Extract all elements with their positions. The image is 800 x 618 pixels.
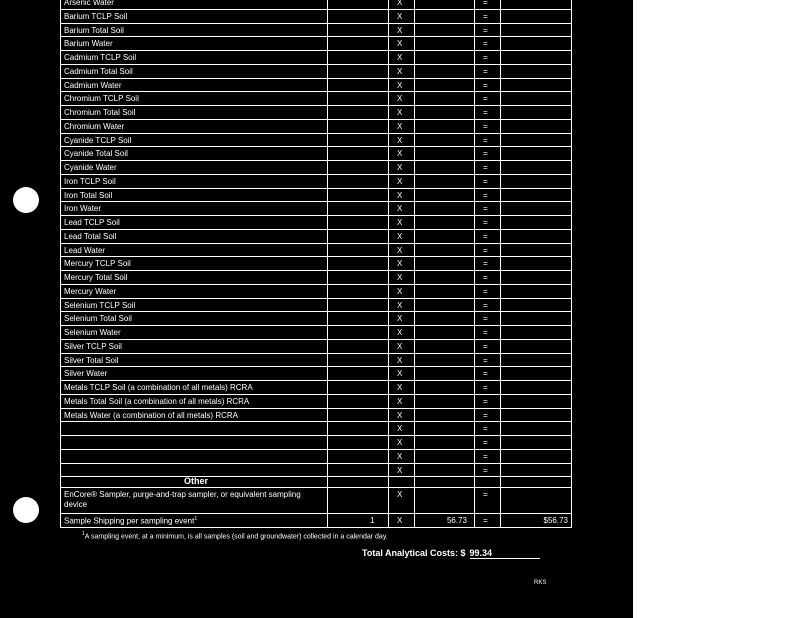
- equals-symbol: =: [483, 218, 488, 227]
- multiply-symbol: X: [397, 273, 403, 282]
- equals-symbol: =: [483, 396, 488, 406]
- table-row: [60, 147, 572, 161]
- table-row: [60, 450, 572, 464]
- equals-symbol: =: [483, 231, 488, 241]
- table-row: [60, 51, 572, 65]
- multiply-symbol: X: [397, 516, 403, 525]
- table-row: [60, 106, 572, 120]
- equals-symbol: =: [483, 204, 488, 214]
- table-row: [60, 488, 572, 514]
- multiply-symbol: X: [397, 314, 403, 324]
- row-label: Cyanide Total Soil: [64, 149, 128, 159]
- row-label: Barium Water: [64, 39, 113, 49]
- multiply-symbol: X: [397, 163, 403, 172]
- multiply-symbol: X: [397, 108, 403, 117]
- row-label: Lead TCLP Soil: [64, 218, 120, 227]
- equals-symbol: =: [483, 424, 488, 434]
- multiply-symbol: X: [397, 149, 403, 159]
- table-row: [60, 354, 572, 368]
- row-label: Cyanide TCLP Soil: [64, 135, 132, 145]
- column-divider: [414, 0, 415, 528]
- table-row: [60, 381, 572, 395]
- row-label: Mercury Total Soil: [64, 273, 128, 282]
- table-row: [60, 202, 572, 216]
- other-header-label: Other: [184, 476, 209, 486]
- table-row: [60, 92, 572, 106]
- table-row: [60, 340, 572, 354]
- footnote-text: A sampling event, at a minimum, is all samples (soil and groundwater) collected in a calendar day.: [84, 533, 388, 541]
- column-divider: [500, 0, 501, 528]
- multiply-symbol: X: [397, 465, 403, 475]
- row-label: Silver Water: [64, 369, 108, 379]
- multiply-symbol: X: [397, 53, 403, 62]
- equals-symbol: =: [483, 314, 488, 324]
- table-row: [60, 161, 572, 175]
- total-value: 99.34: [470, 548, 540, 559]
- equals-symbol: =: [483, 108, 488, 117]
- multiply-symbol: X: [397, 204, 403, 214]
- equals-symbol: =: [483, 135, 488, 145]
- row-label: Metals Water (a combination of all metals) RCRA: [64, 410, 238, 420]
- initials: RKS: [534, 580, 547, 586]
- multiply-symbol: X: [397, 11, 403, 21]
- equals-symbol: =: [483, 438, 488, 447]
- row-label: [64, 516, 197, 526]
- table-row: [60, 37, 572, 51]
- quantity-value: 1: [370, 516, 375, 525]
- multiply-symbol: X: [397, 218, 403, 227]
- footnote: [82, 531, 388, 540]
- multiply-symbol: X: [397, 80, 403, 90]
- multiply-symbol: X: [397, 176, 403, 186]
- table-row: [60, 120, 572, 134]
- total-label: Total Analytical Costs: $: [362, 548, 466, 558]
- equals-symbol: =: [483, 190, 488, 200]
- multiply-symbol: X: [397, 286, 403, 296]
- multiply-symbol: X: [397, 135, 403, 145]
- table-row: [60, 175, 572, 189]
- row-label: Chromium TCLP Soil: [64, 94, 139, 104]
- equals-symbol: =: [483, 39, 488, 49]
- row-label: Selenium Total Soil: [64, 314, 132, 324]
- row-label: Selenium TCLP Soil: [64, 300, 136, 310]
- row-label: Chromium Total Soil: [64, 108, 136, 117]
- equals-symbol: =: [483, 355, 488, 365]
- multiply-symbol: X: [397, 66, 403, 76]
- row-label: Silver TCLP Soil: [64, 341, 122, 351]
- table-row: [60, 312, 572, 326]
- equals-symbol: =: [483, 66, 488, 76]
- multiply-symbol: X: [397, 451, 403, 461]
- equals-symbol: =: [483, 383, 488, 392]
- equals-symbol: =: [483, 121, 488, 131]
- equals-symbol: =: [483, 25, 488, 35]
- multiply-symbol: X: [397, 231, 403, 241]
- table-row: [60, 65, 572, 79]
- table-row: [60, 409, 572, 423]
- row-label: Iron Water: [64, 204, 102, 214]
- equals-symbol: =: [483, 465, 488, 475]
- table-row: [60, 10, 572, 24]
- multiply-symbol: X: [397, 341, 403, 351]
- table-row: [60, 326, 572, 340]
- cost-table: [60, 0, 572, 477]
- row-label: Metals Total Soil (a combination of all metals) RCRA: [64, 396, 250, 406]
- footnote-mark: 1: [194, 516, 198, 522]
- row-label: Cadmium TCLP Soil: [64, 53, 137, 62]
- equals-symbol: =: [483, 369, 488, 379]
- equals-symbol: =: [483, 53, 488, 62]
- row-label: Iron TCLP Soil: [64, 176, 116, 186]
- line-total-value: $56.73: [543, 516, 568, 525]
- row-label: Cyanide Water: [64, 163, 117, 172]
- equals-symbol: =: [483, 94, 488, 104]
- equals-symbol: =: [483, 0, 488, 7]
- row-label: Chromium Water: [64, 121, 125, 131]
- table-row: [60, 422, 572, 436]
- multiply-symbol: X: [397, 259, 403, 269]
- column-divider: [388, 0, 389, 528]
- multiply-symbol: X: [397, 438, 403, 447]
- multiply-symbol: X: [397, 328, 403, 337]
- multiply-symbol: X: [397, 355, 403, 365]
- row-label: Silver Total Soil: [64, 355, 119, 365]
- table-row: [60, 24, 572, 38]
- multiply-symbol: X: [397, 410, 403, 420]
- shipping-label: Sample Shipping per sampling event: [64, 516, 195, 526]
- equals-symbol: =: [483, 245, 488, 255]
- equals-symbol: =: [483, 11, 488, 21]
- multiply-symbol: X: [397, 300, 403, 310]
- row-label: Barium Total Soil: [64, 25, 124, 35]
- table-row: [60, 271, 572, 285]
- punch-hole: [13, 497, 39, 523]
- table-row: [60, 79, 572, 93]
- multiply-symbol: X: [397, 490, 403, 499]
- row-label: Lead Total Soil: [64, 231, 117, 241]
- multiply-symbol: X: [397, 39, 403, 49]
- multiply-symbol: X: [397, 25, 403, 35]
- table-row: [60, 436, 572, 450]
- row-label: Mercury TCLP Soil: [64, 259, 131, 269]
- column-divider: [327, 0, 328, 528]
- table-row: [60, 285, 572, 299]
- row-label: Cadmium Total Soil: [64, 66, 133, 76]
- equals-symbol: =: [483, 490, 488, 499]
- row-label: Cadmium Water: [64, 80, 122, 90]
- column-divider: [474, 0, 475, 528]
- equals-symbol: =: [483, 149, 488, 159]
- table-row: [60, 134, 572, 148]
- equals-symbol: =: [483, 259, 488, 269]
- equals-symbol: =: [483, 410, 488, 420]
- table-row: [60, 514, 572, 528]
- table-row: [60, 189, 572, 203]
- multiply-symbol: X: [397, 369, 403, 379]
- table-row: [60, 257, 572, 271]
- unit-cost-value: 56.73: [446, 516, 467, 525]
- row-label: Barium TCLP Soil: [64, 11, 128, 21]
- equals-symbol: =: [483, 328, 488, 337]
- table-row: [60, 0, 572, 10]
- multiply-symbol: X: [397, 424, 403, 434]
- equals-symbol: =: [483, 286, 488, 296]
- equals-symbol: =: [483, 300, 488, 310]
- row-label: Selenium Water: [64, 328, 121, 337]
- row-label: Metals TCLP Soil (a combination of all metals) RCRA: [64, 383, 253, 392]
- row-label: EnCore® Sampler, purge-and-trap sampler, or equivalent sampling device: [64, 490, 301, 509]
- equals-symbol: =: [483, 80, 488, 90]
- table-row: [60, 367, 572, 381]
- equals-symbol: =: [483, 273, 488, 282]
- equals-symbol: =: [483, 163, 488, 172]
- total-costs: [362, 548, 540, 559]
- punch-hole: [13, 187, 39, 213]
- equals-symbol: =: [483, 176, 488, 186]
- table-row: [60, 395, 572, 409]
- equals-symbol: =: [483, 516, 488, 525]
- row-label: Lead Water: [64, 245, 106, 255]
- row-label: Mercury Water: [64, 286, 117, 296]
- equals-symbol: =: [483, 341, 488, 351]
- table-row: [60, 299, 572, 313]
- row-label: Arsenic Water: [64, 0, 114, 7]
- multiply-symbol: X: [397, 383, 403, 392]
- equals-symbol: =: [483, 451, 488, 461]
- table-row: [60, 216, 572, 230]
- multiply-symbol: X: [397, 0, 403, 7]
- multiply-symbol: X: [397, 94, 403, 104]
- other-section-header: [60, 476, 572, 488]
- table-row: [60, 230, 572, 244]
- multiply-symbol: X: [397, 190, 403, 200]
- multiply-symbol: X: [397, 245, 403, 255]
- table-row: [60, 244, 572, 258]
- row-label: Iron Total Soil: [64, 190, 113, 200]
- multiply-symbol: X: [397, 121, 403, 131]
- multiply-symbol: X: [397, 396, 403, 406]
- footnote-mark: 1: [82, 531, 85, 537]
